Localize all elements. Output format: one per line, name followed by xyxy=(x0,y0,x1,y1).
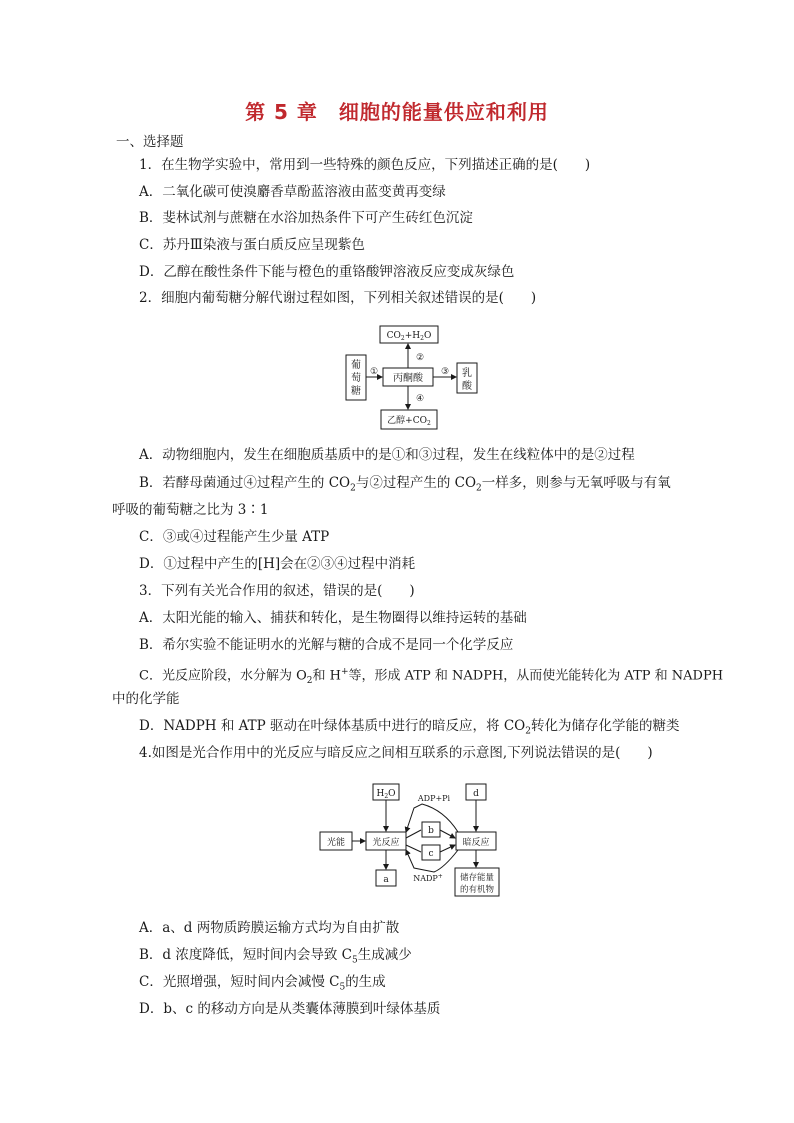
substance-a-label: a xyxy=(383,875,389,885)
question-3-option-c-line1: C．光反应阶段，水分解为 $O_2$和 H+等，形成 ATP 和 NADPH，从而使光能转化为 ATP 和 NADPH xyxy=(139,667,724,686)
question-2-option-b-line1: B．若酵母菌通过④过程产生的 $CO_2$与②过程产生的 $CO_2$一样多，则参与无氧呼吸与有氧 xyxy=(139,475,671,494)
question-2-option-c: C．③或④过程能产生少量 ATP xyxy=(139,529,330,545)
substance-c-label: c xyxy=(428,849,434,859)
glucose-char-3: 糖 xyxy=(351,386,361,397)
question-4-option-d: D．b、c 的移动方向是从类囊体薄膜到叶绿体基质 xyxy=(139,1001,441,1017)
light-reaction-label: 光反应 xyxy=(372,838,400,848)
ethanol-co2-label: 乙醇$+CO_2$ xyxy=(387,416,431,427)
question-1-option-a: A．二氧化碳可使溴麝香草酚蓝溶液由蓝变黄再变绿 xyxy=(139,184,446,200)
question-1-stem: 1．在生物学实验中，常用到一些特殊的颜色反应，下列描述正确的是( ) xyxy=(139,157,591,173)
question-4-option-a: A．a、d 两物质跨膜运输方式均为自由扩散 xyxy=(139,920,400,936)
question-2-stem: 2．细胞内葡萄糖分解代谢过程如图，下列相关叙述错误的是( ) xyxy=(139,290,537,306)
substance-b-label: b xyxy=(428,826,434,836)
light-energy-label: 光能 xyxy=(326,838,346,848)
question-4-option-b: B．d 浓度降低，短时间内会导致 $C_5$生成减少 xyxy=(139,947,412,966)
substance-d-label: d xyxy=(473,789,479,799)
co2-h2o-label: $CO_2+H_2O$ xyxy=(386,331,432,342)
glucose-char-1: 葡 xyxy=(351,360,361,371)
question-1-option-b: B．斐林试剂与蔗糖在水浴加热条件下可产生砖红色沉淀 xyxy=(139,210,473,226)
question-4-option-c: C．光照增强，短时间内会减慢 $C_5$的生成 xyxy=(139,974,386,993)
lactate-char-2: 酸 xyxy=(462,381,472,392)
glucose-char-2: 萄 xyxy=(351,373,361,384)
step-4-label: ④ xyxy=(415,394,425,404)
question-1-option-d: D．乙醇在酸性条件下能与橙色的重铬酸钾溶液反应变成灰绿色 xyxy=(139,264,515,280)
stored-energy-line1: 储存能量 xyxy=(459,873,495,883)
question-3-option-a: A．太阳光能的输入、捕获和转化，是生物圈得以维持运转的基础 xyxy=(139,610,527,626)
water-label: $H_2O$ xyxy=(376,789,396,800)
dark-reaction-label: 暗反应 xyxy=(462,838,490,848)
section-heading: 一、选择题 xyxy=(116,134,184,150)
question-2-option-a: A．动物细胞内，发生在细胞质基质中的是①和③过程，发生在线粒体中的是②过程 xyxy=(139,447,635,463)
step-3-label: ③ xyxy=(440,367,450,377)
question-3-option-d: D．NADPH 和 ATP 驱动在叶绿体基质中进行的暗反应，将 $CO_2$转化为储存化学能的糖类 xyxy=(139,718,680,737)
question-3-option-c-line2: 中的化学能 xyxy=(112,691,180,707)
question-4-stem: 4.如图是光合作用中的光反应与暗反应之间相互联系的示意图,下列说法错误的是( ) xyxy=(139,745,653,761)
lactate-char-1: 乳 xyxy=(462,368,472,379)
adp-pi-label: ADP+Pi xyxy=(417,794,451,803)
question-3-option-b: B．希尔实验不能证明水的光解与糖的合成不是同一个化学反应 xyxy=(139,637,514,653)
glucose-metabolism-diagram xyxy=(345,325,485,431)
question-1-option-c: C．苏丹Ⅲ染液与蛋白质反应呈现紫色 xyxy=(139,237,365,253)
nadp-label: NADP+ xyxy=(413,873,443,883)
question-3-stem: 3．下列有关光合作用的叙述，错误的是( ) xyxy=(139,583,415,599)
stored-energy-line2: 的有机物 xyxy=(459,885,495,895)
step-2-label: ② xyxy=(415,353,425,363)
pyruvate-label: 丙酮酸 xyxy=(393,373,423,384)
photosynthesis-diagram xyxy=(318,782,504,898)
question-2-option-d: D．①过程中产生的[H]会在②③④过程中消耗 xyxy=(139,556,416,572)
step-1-label: ① xyxy=(369,367,379,377)
question-2-option-b-line2: 呼吸的葡萄糖之比为 3∶1 xyxy=(112,502,269,518)
page-title: 第 5 章 细胞的能量供应和利用 xyxy=(245,100,549,124)
